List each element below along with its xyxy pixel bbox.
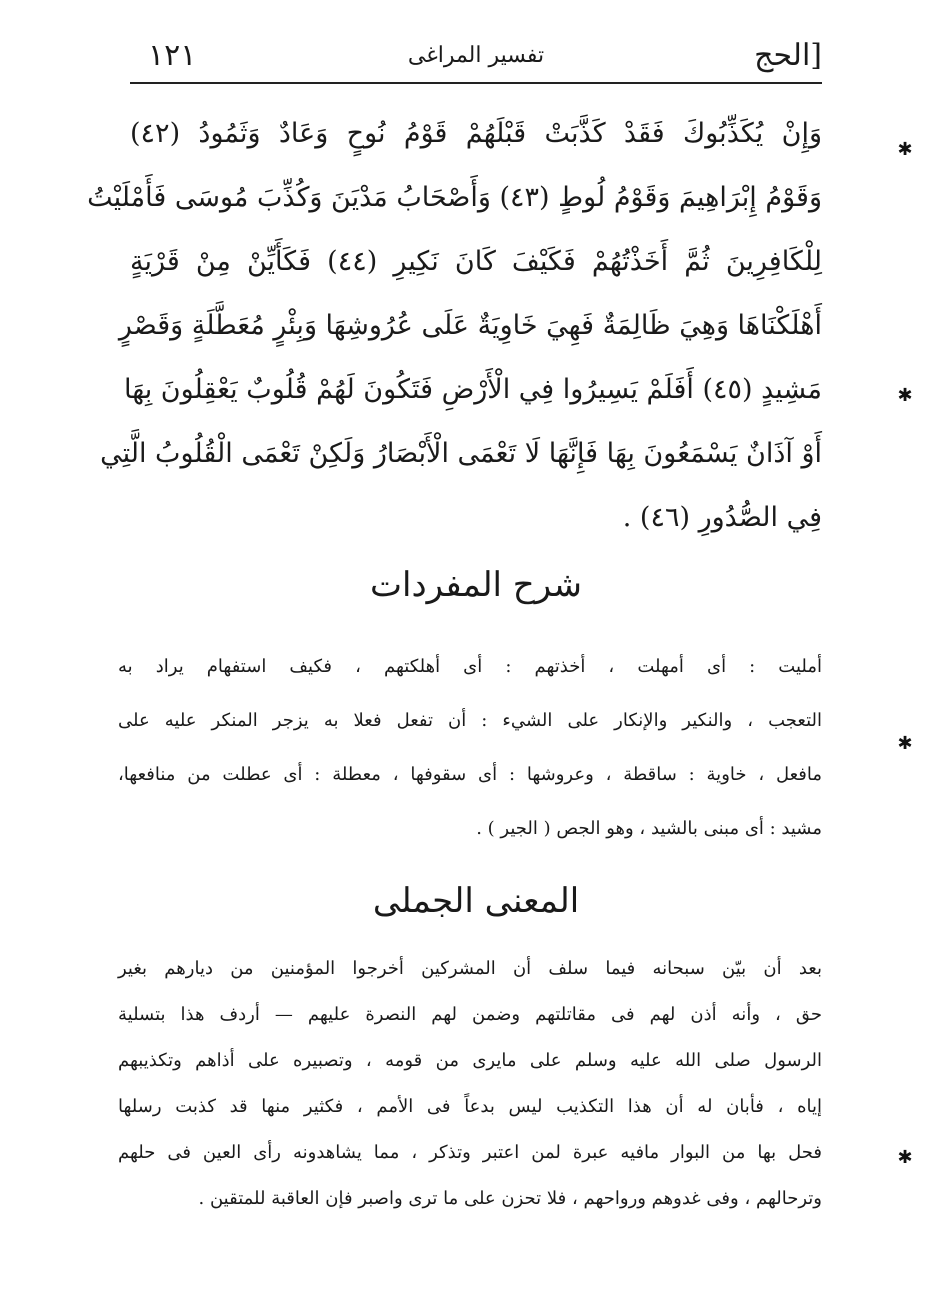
surah-name: [الحج xyxy=(754,38,822,73)
meaning-paragraph xyxy=(118,946,822,1222)
vocabulary-line: مشيد : أى مبنى بالشيد ، وهو الجص ( الجير ) . xyxy=(476,818,822,839)
verse-line: وَقَوْمُ إِبْرَاهِيمَ وَقَوْمُ لُوطٍ (٤٣) وَأَصْحَابُ مَدْيَنَ وَكُذِّبَ مُوسَى فَأَمْلَيْتُ xyxy=(87,182,822,213)
meaning-line: وترحالهم ، وفى غدوهم ورواحهم ، فلا تحزن على ما ترى واصبر فإن العاقبة للمتقين . xyxy=(198,1188,822,1209)
vocabulary-paragraph xyxy=(118,640,822,856)
vocabulary-line: مافعل ، خاوية : ساقطة ، وعروشها : أى سقوفها ، معطلة : أى عطلت من منافعها، xyxy=(118,764,822,785)
punch-hole-mark: ✱ xyxy=(897,733,913,754)
verse-line: أَوْ آذَانٌ يَسْمَعُونَ بِهَا فَإِنَّهَا لَا تَعْمَى الْأَبْصَارُ وَلَكِنْ تَعْمَى الْقُلُوبُ الَّتِي xyxy=(100,438,822,469)
meaning-heading: المعنى الجملى xyxy=(372,881,580,921)
punch-hole-mark: ✱ xyxy=(897,1147,913,1168)
meaning-line: فحل بها من البوار مافيه عبرة لمن اعتبر وتذكر ، مما يشاهدونه رأى العين فى حلهم xyxy=(118,1142,822,1163)
meaning-line: بعد أن بيّن سبحانه فيما سلف أن المشركين أخرجوا المؤمنين من ديارهم بغير xyxy=(118,958,822,979)
page-number: ١٢١ xyxy=(148,38,197,73)
meaning-line: حق ، وأنه أذن لهم فى مقاتلتهم وضمن لهم النصرة عليهم — أردف هذا بتسلية xyxy=(118,1004,822,1025)
verse-line: لِلْكَافِرِينَ ثُمَّ أَخَذْتُهُمْ فَكَيْفَ كَانَ نَكِيرِ (٤٤) فَكَأَيِّنْ مِنْ قَرْيَةٍ xyxy=(130,246,822,277)
meaning-line: الرسول صلى الله عليه وسلم على مايرى من قومه ، وتصبيره على أذاهم وتكذيبهم xyxy=(118,1050,822,1071)
vocabulary-line: التعجب ، والنكير والإنكار على الشيء : أن تفعل فعلا به يزجر المنكر عليه على xyxy=(118,710,822,731)
vocabulary-heading: شرح المفردات xyxy=(369,565,583,605)
verse-line: أَهْلَكْنَاهَا وَهِيَ ظَالِمَةٌ فَهِيَ خَاوِيَةٌ عَلَى عُرُوشِهَا وَبِئْرٍ مُعَطَّلَةٍ وَقَصْرٍ xyxy=(118,310,822,341)
verse-line: وَإِنْ يُكَذِّبُوكَ فَقَدْ كَذَّبَتْ قَبْلَهُمْ قَوْمُ نُوحٍ وَعَادٌ وَثَمُودُ (٤٢) xyxy=(130,118,822,149)
punch-hole-mark: ✱ xyxy=(897,385,913,406)
book-title: تفسير المراغى xyxy=(407,43,545,68)
vocabulary-line: أمليت : أى أمهلت ، أخذتهم : أى أهلكتهم ، فكيف استفهام يراد به xyxy=(118,656,822,677)
verse-line: مَشِيدٍ (٤٥) أَفَلَمْ يَسِيرُوا فِي الْأَرْضِ فَتَكُونَ لَهُمْ قُلُوبٌ يَعْقِلُونَ بِهَا xyxy=(124,374,822,405)
quran-verses xyxy=(87,102,822,550)
header-rule xyxy=(130,82,822,84)
punch-hole-mark: ✱ xyxy=(897,139,913,160)
running-header xyxy=(130,36,822,80)
verse-line: فِي الصُّدُورِ (٤٦) . xyxy=(622,502,822,533)
meaning-line: إياه ، فأبان له أن هذا التكذيب ليس بدعاً فى الأمم ، فكثير منها قد كذبت رسلها xyxy=(118,1096,822,1117)
